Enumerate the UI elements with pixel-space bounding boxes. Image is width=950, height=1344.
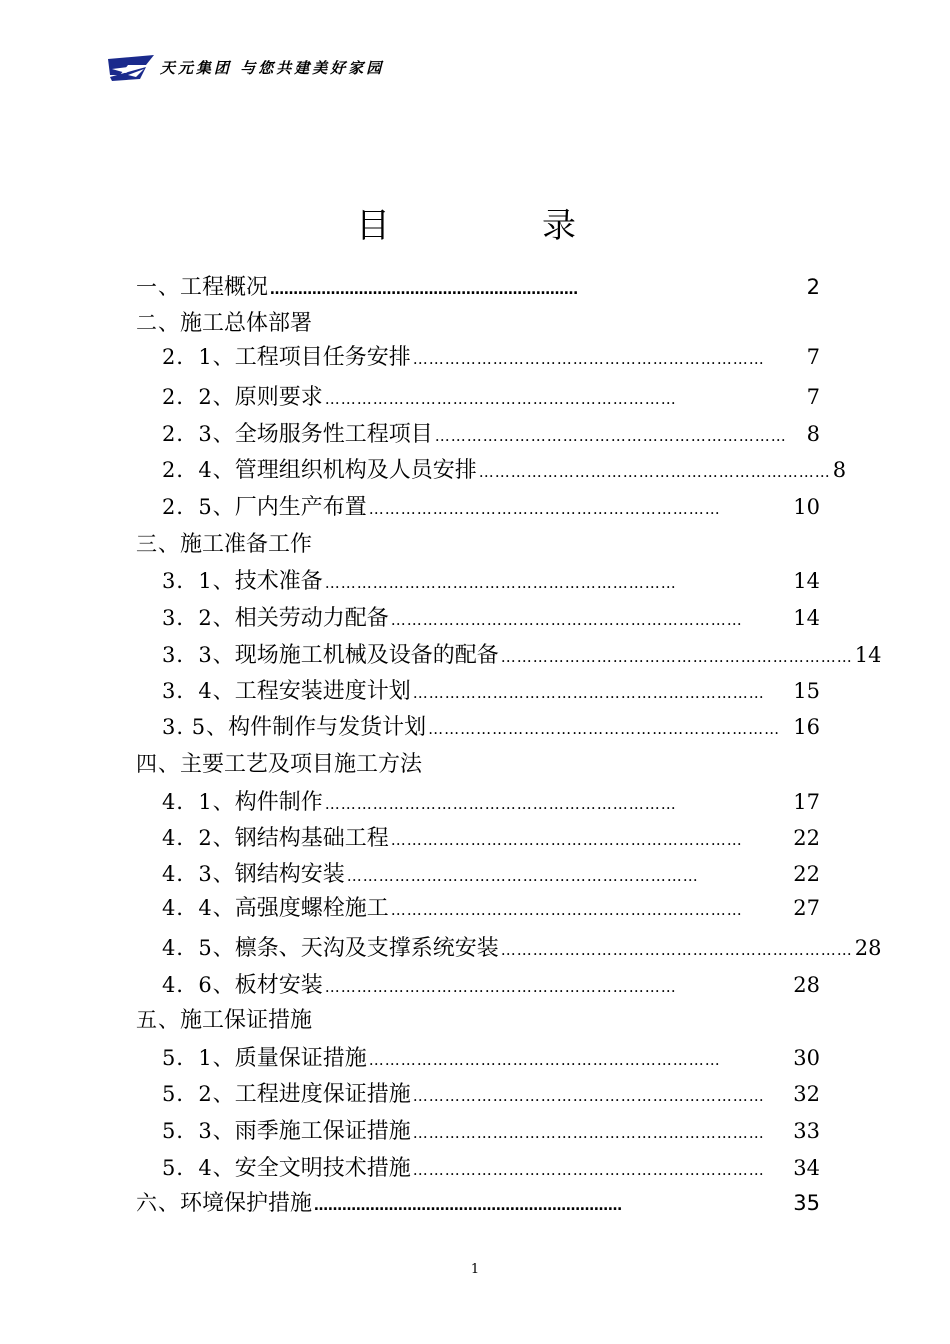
toc-entry-page: 14 [793, 606, 820, 630]
toc-entry [162, 453, 847, 483]
toc-entry-label: 施工准备工作 [180, 532, 313, 557]
toc-entry-page: 28 [793, 973, 820, 997]
toc-entry-leader: ………………………………………………………… [412, 1087, 765, 1105]
toc-entry-number: 三、 [136, 532, 180, 556]
toc-entry [136, 747, 820, 777]
toc-entry-number: 4．1、 [162, 790, 235, 814]
toc-entry-label: 雨季施工保证措施 [234, 1119, 411, 1144]
toc-entry-leader: ………………………………………………………… [412, 1161, 765, 1179]
toc-entry-label: 工程安装进度计划 [234, 679, 411, 704]
toc-entry-number: 5．4、 [162, 1156, 235, 1180]
toc-entry-number: 4．2、 [162, 826, 235, 850]
toc-entry-leader: ………………………………………………………… [500, 941, 853, 959]
header-slogan: 天元集团 与您共建美好家园 [160, 58, 385, 77]
toc-entry-label: 原则要求 [234, 385, 323, 410]
toc-entry [136, 527, 820, 557]
toc-entry-page: 35 [793, 1191, 820, 1215]
toc-entry-number: 2．1、 [162, 345, 235, 369]
toc-entry-label: 质量保证措施 [234, 1046, 367, 1071]
toc-entry-label: 檩条、天沟及支撑系统安装 [234, 936, 499, 961]
toc-entry-leader: ………………………………………………………… [434, 427, 787, 445]
toc-entry-number: 3．4、 [162, 679, 235, 703]
toc-entry [162, 857, 820, 887]
toc-entry-label: 钢结构基础工程 [234, 826, 389, 851]
toc-entry [162, 785, 820, 815]
toc-entry-label: 全场服务性工程项目 [234, 422, 433, 447]
toc-entry [162, 674, 820, 704]
toc-entry-leader: ………………………………………………………… [324, 390, 677, 408]
toc-entry-number: 五、 [136, 1008, 180, 1032]
toc-entry-page: 7 [806, 345, 820, 369]
toc-entry-page: 22 [793, 862, 820, 886]
footer-page-number: 1 [470, 1262, 480, 1277]
toc-entry-number: 3．2、 [162, 606, 235, 630]
toc-entry-leader: ………………………………………………………… [500, 648, 853, 666]
toc-entry-page: 34 [793, 1156, 820, 1180]
toc-entry-page: 2 [806, 275, 820, 299]
toc-entry-number: 4．6、 [162, 973, 235, 997]
toc-entry [162, 821, 820, 851]
toc-entry [162, 1114, 820, 1144]
toc-entry-page: 14 [854, 643, 882, 667]
toc-entry-number: 5．1、 [162, 1046, 235, 1070]
toc-entry-leader: ………………………………………………………… [324, 574, 677, 592]
toc-entry-leader: ………………………………………………………… [428, 720, 781, 738]
toc-entry-page: 17 [793, 790, 820, 814]
toc-entry [162, 380, 820, 410]
toc-entry-page: 22 [793, 826, 820, 850]
toc-entry [162, 1151, 820, 1181]
toc-entry [162, 417, 820, 447]
toc-entry-number: 六、 [136, 1191, 180, 1215]
toc-entry-label: 技术准备 [234, 569, 323, 594]
toc-entry-label: 工程项目任务安排 [234, 345, 411, 370]
toc-entry [162, 710, 820, 740]
toc-entry-number: 2．4、 [162, 458, 235, 482]
toc-entry-label: 环境保护措施 [180, 1191, 313, 1216]
toc-entry-number: 2．2、 [162, 385, 235, 409]
toc-entry-leader: ………………………………………………………… [478, 463, 831, 481]
toc-entry-page: 15 [793, 679, 820, 703]
toc-entry-label: 工程概况 [180, 275, 269, 300]
toc-entry [136, 270, 820, 300]
tianyuan-logo-icon [106, 51, 156, 83]
toc-entry-leader: ………………………………………………………… [368, 1051, 721, 1069]
toc-entry [136, 306, 820, 336]
toc-entry-label: 主要工艺及项目施工方法 [180, 752, 423, 777]
toc-entry-leader: ………………………………………………………… [324, 795, 677, 813]
toc-entry-number: 3．3、 [162, 643, 235, 667]
toc-entry-number: 3. 5、 [162, 715, 229, 739]
toc-entry-leader: ………………………………………………………… [368, 500, 721, 518]
toc-entry-page: 8 [806, 422, 820, 446]
toc-entry-leader: ………………………………………………………… [412, 1124, 765, 1142]
toc-entry-label: 厂内生产布置 [234, 495, 367, 520]
title-part-1: 目 [356, 206, 390, 246]
toc-entry-number: 4．5、 [162, 936, 235, 960]
toc-entry-number: 5．2、 [162, 1082, 235, 1106]
toc-entry [162, 601, 820, 631]
toc-entry-label: 高强度螺栓施工 [234, 896, 389, 921]
toc-entry-label: 安全文明技术措施 [234, 1156, 411, 1181]
toc-entry-leader: ………………………………………………………… [324, 978, 677, 996]
toc-entry-label: 施工总体部署 [180, 311, 313, 336]
toc-entry-number: 2．5、 [162, 495, 235, 519]
toc-entry-leader: ………………………………………………………… [314, 1198, 623, 1214]
toc-entry-page: 10 [793, 495, 820, 519]
toc-entry-page: 32 [793, 1082, 820, 1106]
page-header [106, 50, 384, 84]
toc-entry [162, 891, 820, 921]
page-title [0, 198, 950, 248]
toc-entry [162, 931, 882, 961]
toc-entry [136, 1186, 820, 1216]
toc-entry-number: 2．3、 [162, 422, 235, 446]
toc-entry-label: 钢结构安装 [234, 862, 345, 887]
toc-entry-leader: ………………………………………………………… [390, 901, 743, 919]
toc-entry-page: 30 [793, 1046, 820, 1070]
toc-entry-label: 相关劳动力配备 [234, 606, 389, 631]
toc-entry-number: 一、 [136, 275, 180, 299]
toc-entry-leader: ………………………………………………………… [346, 867, 699, 885]
toc-entry-label: 板材安装 [234, 973, 323, 998]
toc-entry-leader: ………………………………………………………… [412, 350, 765, 368]
toc-entry-label: 构件制作与发货计划 [228, 715, 427, 740]
toc-entry-page: 33 [793, 1119, 820, 1143]
toc-entry-label: 现场施工机械及设备的配备 [234, 643, 499, 668]
toc-entry [162, 490, 820, 520]
toc-entry-page: 8 [832, 458, 847, 482]
toc-entry-page: 14 [793, 569, 820, 593]
toc-entry-label: 施工保证措施 [180, 1008, 313, 1033]
toc-entry-label: 管理组织机构及人员安排 [234, 458, 477, 483]
toc-entry [162, 1041, 820, 1071]
toc-entry-page: 28 [854, 936, 882, 960]
toc-entry-leader: ………………………………………………………… [390, 831, 743, 849]
title-part-2: 录 [542, 206, 576, 246]
toc-entry-number: 四、 [136, 752, 180, 776]
toc-entry [136, 1003, 820, 1033]
toc-entry-label: 工程进度保证措施 [234, 1082, 411, 1107]
toc-entry-number: 4．3、 [162, 862, 235, 886]
toc-entry [162, 564, 820, 594]
toc-entry-page: 16 [793, 715, 820, 739]
toc-entry-leader: ………………………………………………………… [270, 282, 579, 298]
toc-entry-leader: ………………………………………………………… [412, 684, 765, 702]
toc-entry-number: 5．3、 [162, 1119, 235, 1143]
toc-entry [162, 1077, 820, 1107]
toc-entry-page: 7 [806, 385, 820, 409]
toc-entry [162, 340, 820, 370]
toc-entry-page: 27 [793, 896, 820, 920]
toc-entry [162, 968, 820, 998]
toc-entry [162, 638, 882, 668]
toc-entry-label: 构件制作 [234, 790, 323, 815]
toc-entry-number: 4．4、 [162, 896, 235, 920]
toc-entry-leader: ………………………………………………………… [390, 611, 743, 629]
toc-entry-number: 3．1、 [162, 569, 235, 593]
toc-entry-number: 二、 [136, 311, 180, 335]
